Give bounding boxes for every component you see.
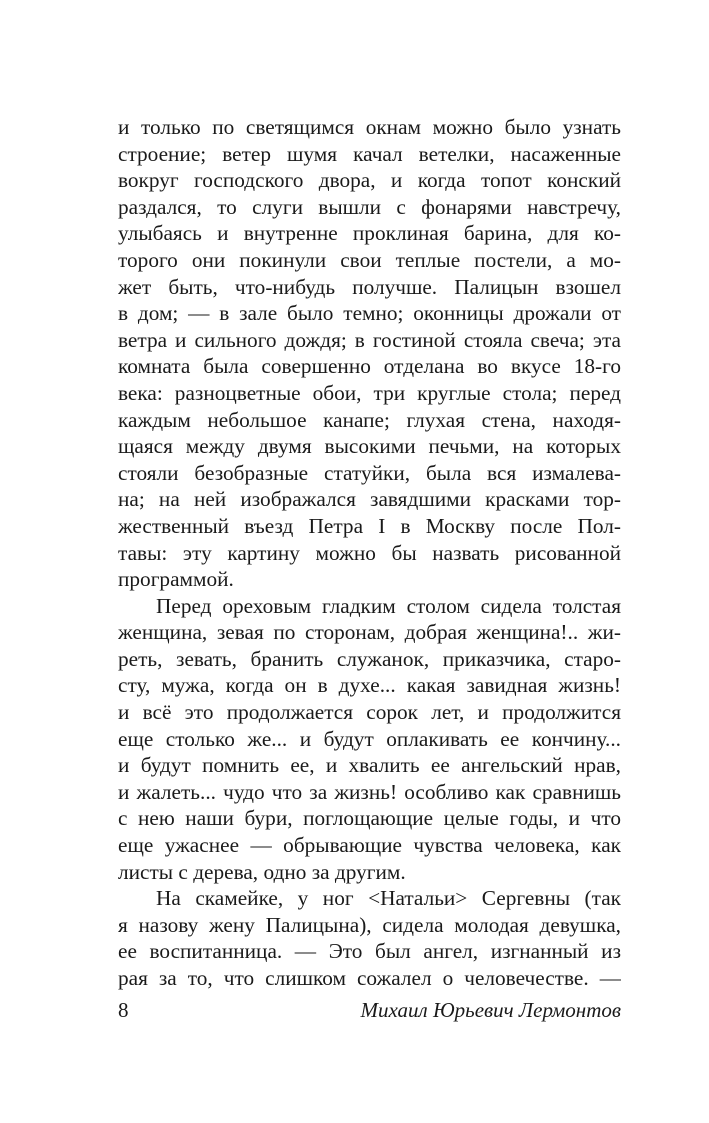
- text-line: и жалеть... чудо что за жизнь! особливо как сравнишь: [118, 779, 621, 804]
- text-line: раздался, то слуги вышли с фонарями навстречу,: [118, 194, 621, 219]
- text-line: торого они покинули свои теплые постели, а мо-: [118, 247, 621, 272]
- page-number: 8: [118, 998, 129, 1022]
- paragraph-first-line: Перед ореховым гладким столом сидела толстая: [156, 593, 621, 618]
- text-line: улыбаясь и внутренне проклиная барина, для ко-: [118, 221, 621, 246]
- text-line: я назову жену Палицына), сидела молодая девушка,: [118, 912, 621, 937]
- running-footer-author: Михаил Юрьевич Лермонтов: [360, 998, 621, 1022]
- text-line: строение; ветер шумя качал ветелки, насаженные: [118, 141, 621, 166]
- text-line: женщина, зевая по сторонам, добрая женщина!.. жи-: [118, 620, 621, 645]
- text-line: листы с дерева, одно за другим.: [118, 859, 406, 884]
- text-line: щаяся между двумя высокими печьми, на которых: [118, 434, 621, 459]
- text-line: реть, зевать, бранить служанок, приказчика, старо-: [118, 646, 621, 671]
- body-text: [118, 114, 621, 992]
- text-line: века: разноцветные обои, три круглые стола; перед: [118, 380, 621, 405]
- text-line: и только по светящимся окнам можно было узнать: [118, 115, 621, 139]
- text-line: на; на ней изображался завядшими красками тор-: [118, 487, 621, 512]
- text-line: жественный въезд Петра I в Москву после Пол-: [118, 513, 621, 538]
- page-footer: [118, 995, 621, 1025]
- text-line: программой.: [118, 567, 234, 592]
- text-line: с нею наши бури, поглощающие целые годы, и что: [118, 806, 621, 831]
- text-line: комната была совершенно отделана во вкусе 18-го: [118, 354, 621, 379]
- text-line: ветра и сильного дождя; в гостиной стояла свеча; эта: [118, 327, 621, 352]
- text-line: вокруг господского двора, и когда топот конский: [118, 168, 621, 193]
- text-line: тавы: эту картину можно бы назвать рисованной: [118, 540, 621, 565]
- text-line: еще столько же... и будут оплакивать ее кончину...: [118, 726, 621, 751]
- text-line: каждым небольшое канапе; глухая стена, находя-: [118, 407, 621, 432]
- text-line: стояли безобразные статуйки, была вся измалева-: [118, 460, 621, 485]
- text-line: ее воспитанница. — Это был ангел, изгнанный из: [118, 939, 621, 964]
- text-line: жет быть, что-нибудь получше. Палицын взошел: [118, 274, 621, 299]
- text-line: еще ужаснее — обрывающие чувства человека, как: [118, 833, 621, 858]
- text-line: в дом; — в зале было темно; оконницы дрожали от: [118, 301, 621, 326]
- text-line: рая за то, что слишком сожалел о человечестве. —: [118, 966, 621, 990]
- text-line: и всё это продолжается сорок лет, и продолжится: [118, 700, 621, 725]
- text-line: и будут помнить ее, и хвалить ее ангельский нрав,: [118, 753, 621, 778]
- paragraph-first-line: На скамейке, у ног <Натальи> Сергевны (так: [156, 886, 621, 911]
- text-line: сту, мужа, когда он в духе... какая завидная жизнь!: [118, 673, 621, 698]
